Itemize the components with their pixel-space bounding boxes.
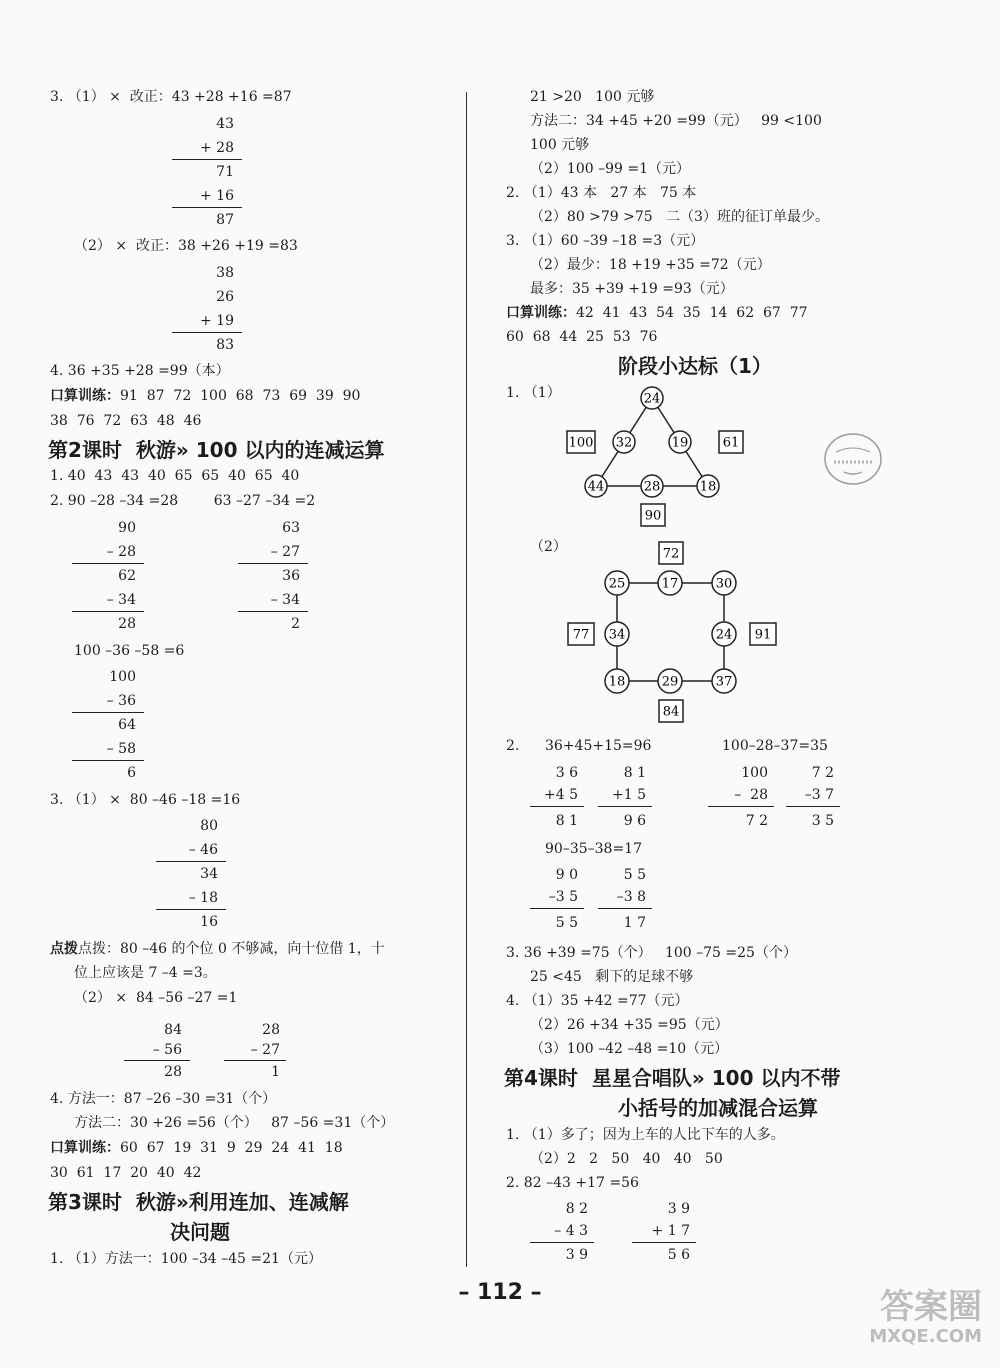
line: （2） × 改正：38 +26 +19 =83 [74,238,298,254]
square-node [659,542,683,564]
line: 3. （1） × 80 –46 –18 =16 [50,792,241,808]
circle-node [658,669,682,693]
line: 100 元够 [530,137,590,153]
circle-node [585,475,607,497]
section-heading-4: 第4课时 星星合唱队» 100 以内不带 [504,1066,841,1090]
line: 100–28–37=35 [722,738,828,754]
svg-text:100: 100 [568,435,594,451]
line: （2）26 +34 +35 =95（元） [530,1017,729,1033]
line: 4. 方法一：87 –26 –30 =31（个） [50,1091,277,1107]
circle-node [712,669,736,693]
svg-text:18: 18 [699,479,717,495]
column-divider [466,92,467,1267]
svg-text:29: 29 [661,674,679,690]
svg-text:17: 17 [661,576,679,592]
stamp-decoration [822,428,884,490]
square-node [750,623,776,645]
circle-node [712,622,736,646]
svg-text:72: 72 [662,546,680,562]
svg-text:25: 25 [608,576,626,592]
octagon-diagram [560,536,790,726]
line: 方法二：34 +45 +20 =99（元） 99 <100 [530,113,822,129]
svg-text:91: 91 [754,627,772,643]
stage-title: 阶段小达标（1） [618,354,772,378]
line: 位上应该是 7 –4 =3。 [74,965,217,981]
line: 90–35–38=17 [545,841,642,857]
section-heading-3-cont: 决问题 [170,1220,230,1244]
watermark: 答案圈 MXQE.COM [869,1287,982,1347]
oral-training: 口算训练：42 41 43 54 35 14 62 67 77 [506,305,808,321]
circle-node [641,387,663,409]
square-node [641,504,665,526]
line: 36+45+15=96 [545,738,652,754]
circle-node [669,431,691,453]
svg-text:24: 24 [643,391,661,407]
oral-training: 口算训练：91 87 72 100 68 73 69 39 90 [50,388,361,404]
section-heading-2: 第2课时 秋游» 100 以内的连减运算 [48,438,385,462]
line: （2）最少：18 +19 +35 =72（元） [530,257,771,273]
line: 最多：35 +39 +19 =93（元） [530,281,734,297]
svg-text:61: 61 [722,435,740,451]
line: 2. [506,738,520,754]
line: 4. 36 +35 +28 =99（本） [50,363,230,379]
line: （2）2 2 50 40 40 50 [530,1151,723,1167]
svg-text:37: 37 [715,674,733,690]
line: 1. （1） [506,385,561,401]
circle-node [641,475,663,497]
svg-text:44: 44 [587,479,605,495]
circle-node [605,669,629,693]
circle-node [712,571,736,595]
svg-text:28: 28 [643,479,661,495]
line: 1. （1）方法一：100 –34 –45 =21（元） [50,1251,322,1267]
circle-node [605,622,629,646]
page-number: – 112 – [458,1280,542,1305]
line: 1. 40 43 43 40 65 65 40 65 40 [50,468,300,484]
line: 2. 82 –43 +17 =56 [506,1175,639,1191]
svg-text:32: 32 [615,435,633,451]
line: （2）80 >79 >75 二（3）班的征订单最少。 [530,209,829,225]
square-node [567,431,595,453]
circle-node [658,571,682,595]
line: （2） [530,539,567,555]
line: 100 –36 –58 =6 [74,643,185,659]
circle-node [613,431,635,453]
svg-text:24: 24 [715,627,733,643]
svg-text:30: 30 [715,576,733,592]
line: 3. 36 +39 =75（个） 100 –75 =25（个） [506,945,797,961]
svg-text:90: 90 [644,508,662,524]
section-heading-4-cont: 小括号的加减混合运算 [618,1096,818,1120]
line: 25 <45 剩下的足球不够 [530,969,694,985]
line: （2）100 –99 =1（元） [530,161,690,177]
line: （3）100 –42 –48 =10（元） [530,1041,729,1057]
square-node [719,431,743,453]
line: 方法二：30 +26 =56（个） 87 –56 =31（个） [74,1115,395,1131]
tip-line: 点拨点拨：80 –46 的个位 0 不够减，向十位借 1，十 [50,941,385,957]
svg-text:18: 18 [608,674,626,690]
circle-node [697,475,719,497]
svg-text:34: 34 [608,627,626,643]
svg-text:77: 77 [572,627,590,643]
triangle-diagram [560,380,760,532]
circle-node [605,571,629,595]
svg-text:84: 84 [662,704,680,720]
line: 60 68 44 25 53 76 [506,329,658,345]
section-heading-3: 第3课时 秋游»利用连加、连减解 [48,1190,349,1214]
svg-text:19: 19 [671,435,689,451]
square-node [659,700,683,722]
line: 2. 90 –28 –34 =28 63 –27 –34 =2 [50,493,316,509]
line: 21 >20 100 元够 [530,89,655,105]
line: 4. （1）35 +42 =77（元） [506,993,689,1009]
line: 3. （1）60 –39 –18 =3（元） [506,233,705,249]
line: 3. （1） × 改正：43 +28 +16 =87 [50,89,292,105]
square-node [568,623,594,645]
line: 38 76 72 63 48 46 [50,413,202,429]
oral-training: 口算训练：60 67 19 31 9 29 24 41 18 [50,1140,343,1156]
line: 30 61 17 20 40 42 [50,1165,202,1181]
line: 2. （1）43 本 27 本 75 本 [506,185,697,201]
line: 1. （1）多了；因为上车的人比下车的人多。 [506,1127,785,1143]
line: （2） × 84 –56 –27 =1 [74,990,238,1006]
